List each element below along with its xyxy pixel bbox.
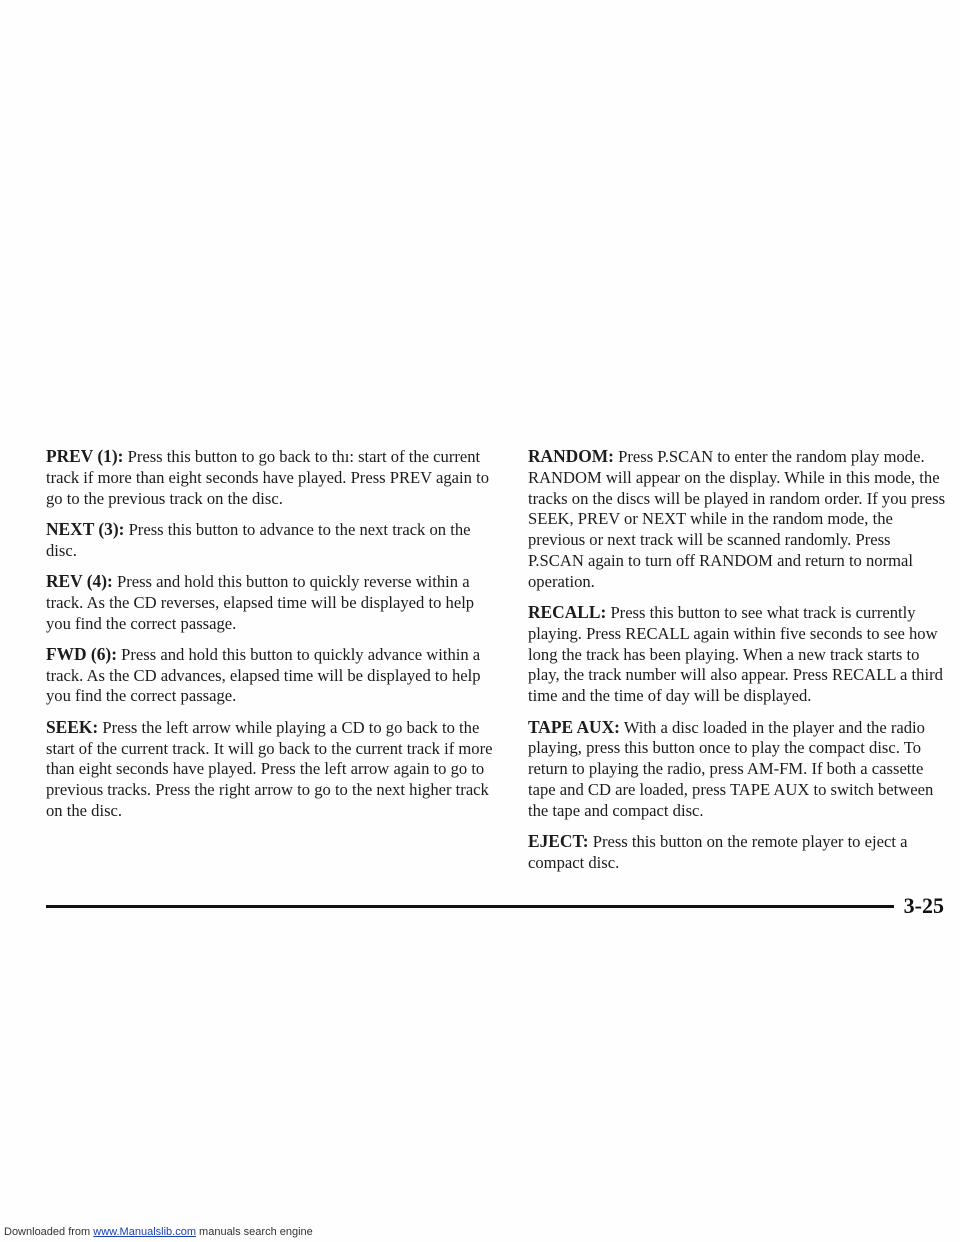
paragraph-prev (46, 446, 496, 509)
tagline: manuals search engine (199, 1226, 313, 1238)
text-eject: Press this button on the remote player to eject a compact disc. (528, 832, 908, 872)
paragraph-tape-aux (528, 717, 946, 822)
text-fwd: Press and hold this button to quickly advance within a track. As the CD advances, elapsed time will be displayed to help you find the correct passage. (46, 644, 481, 706)
term-seek: SEEK: (46, 716, 99, 737)
term-eject: EJECT: (528, 831, 589, 852)
term-random: RANDOM: (528, 446, 614, 466)
right-column (528, 446, 946, 883)
paragraph-next (46, 519, 496, 562)
term-prev: PREV (1): (46, 446, 124, 466)
text-tape-aux: With a disc loaded in the player and the radio playing, press this button once to play the compact disc. To return to playing the radio, press AM-FM. If both a cassette tape and CD are loaded, press TAPE AUX to switch between the tape and compact disc. (528, 717, 934, 820)
paragraph-eject (528, 831, 946, 874)
text-recall: Press this button to see what track is currently playing. Press RECALL again within five seconds to see how long the track has been playing. When a new track starts to play, the track number will also appear. Press RECALL a third time and the time of day will be displayed. (528, 603, 943, 706)
term-recall: RECALL: (528, 602, 607, 623)
term-next: NEXT (3): (46, 518, 125, 539)
paragraph-seek (46, 717, 496, 822)
text-random: Press P.SCAN to enter the random play mode. RANDOM will appear on the display. While in this mode, the tracks on the discs will be played in random order. If you press SEEK, PREV or NEXT while in the random mode, the previous or next track will be scanned randomly. Press P.SCAN again to turn off RANDOM and return to normal operation. (528, 447, 946, 591)
term-tape-aux: TAPE AUX: (528, 716, 620, 737)
paragraph-random (528, 446, 946, 593)
page-number: 3-25 (903, 893, 944, 918)
term-rev: REV (4): (46, 570, 113, 591)
paragraph-rev (46, 571, 496, 634)
downloaded-text: Downloaded from (4, 1226, 91, 1238)
manualslib-link[interactable]: www.Manualslib.com (93, 1226, 196, 1238)
term-fwd: FWD (6): (46, 643, 117, 664)
footer-note (4, 1226, 313, 1238)
text-seek: Press the left arrow while playing a CD to go back to the start of the current track. It will go back to the current track if more than eight seconds have played. Press the left arrow again to go to previous tracks. Press the right arrow to go to the next higher track on the disc. (46, 717, 493, 820)
text-prev: Press this button to go back to thı: start of the current track if more than eight seconds have played. Press PREV again to go to the previous track on the disc. (46, 447, 490, 508)
left-column (46, 446, 496, 831)
text-rev: Press and hold this button to quickly reverse within a track. As the CD reverses, elapsed time will be displayed to help you find the correct passage. (46, 571, 475, 633)
footer-rule (46, 905, 894, 908)
paragraph-recall (528, 602, 946, 707)
paragraph-fwd (46, 644, 496, 707)
text-next: Press this button to advance to the next track on the disc. (46, 519, 471, 560)
